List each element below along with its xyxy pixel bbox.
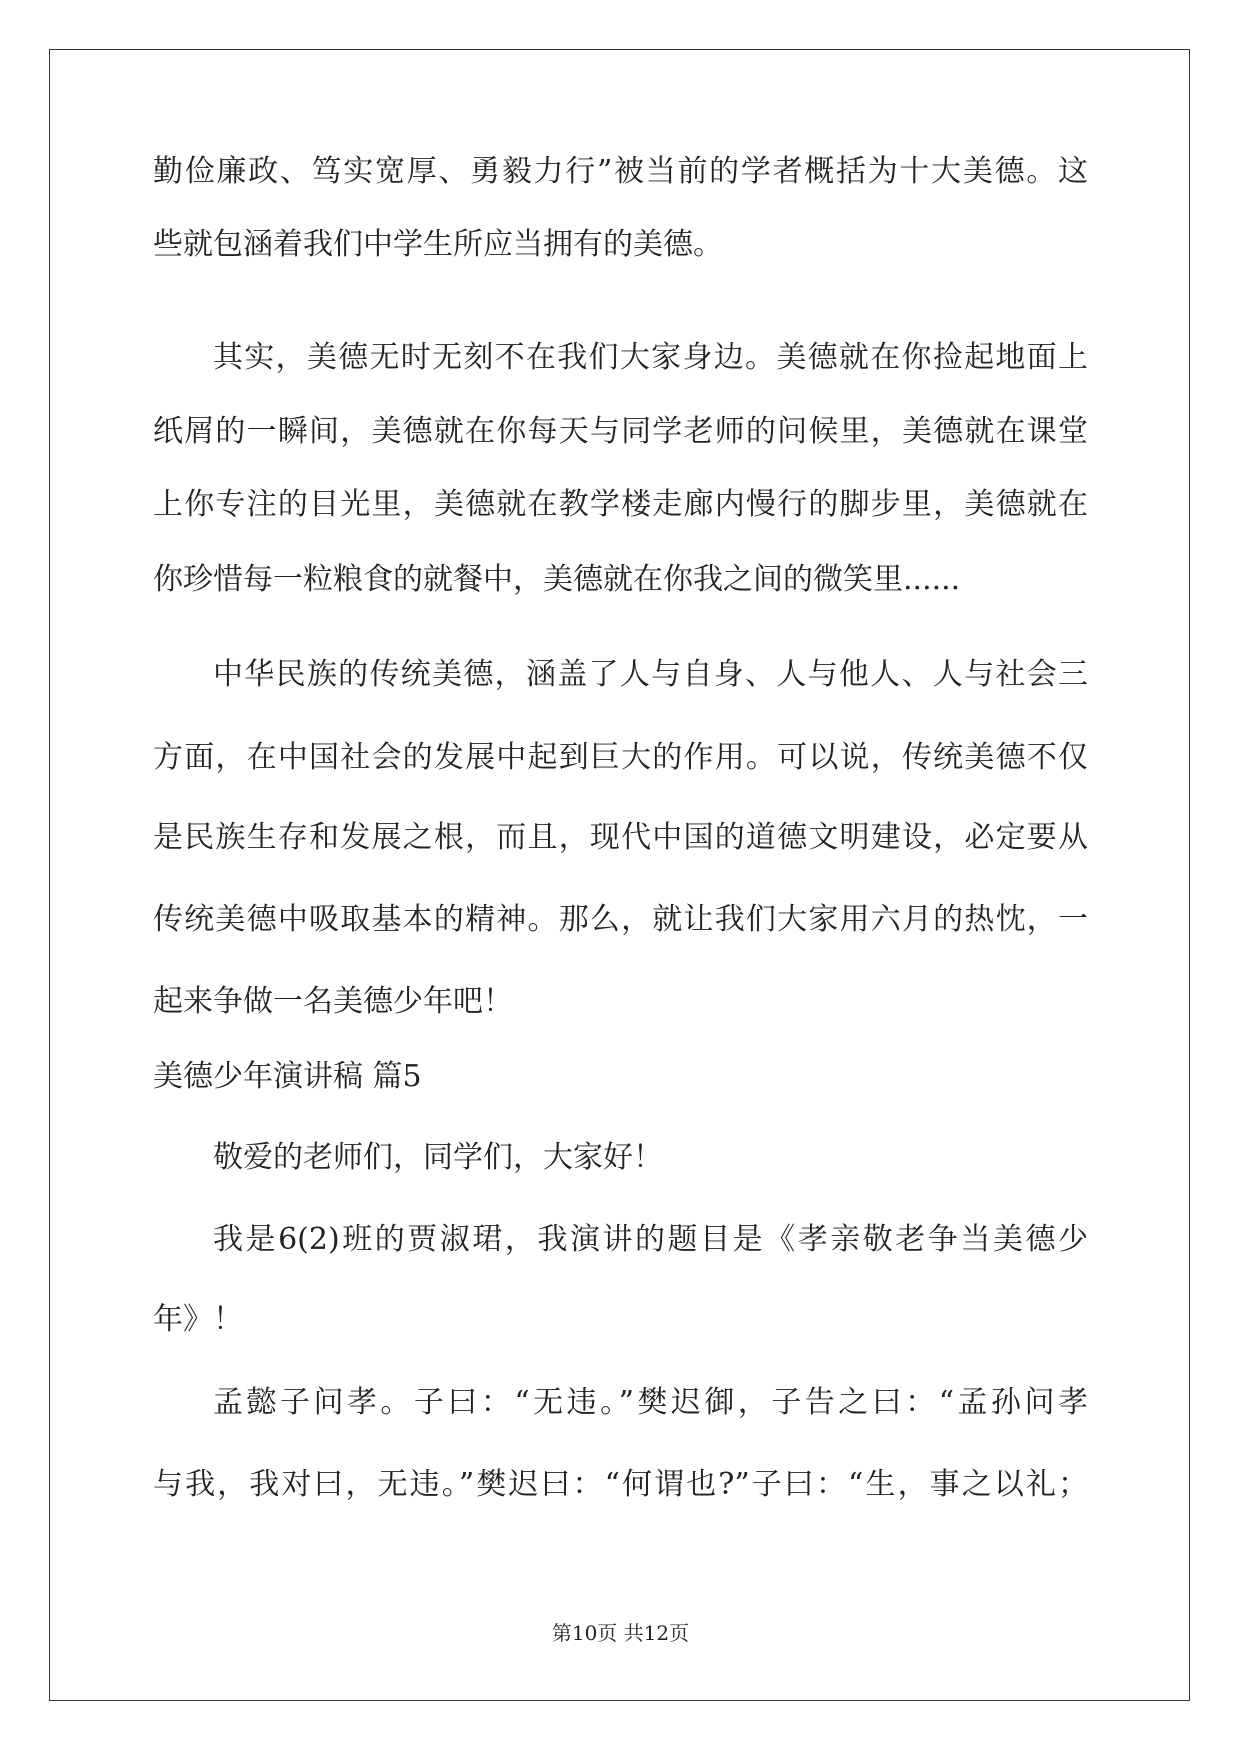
page-number: 第10页 共12页: [551, 1621, 690, 1645]
paragraph-line: 我是6(2)班的贾淑珺，我演讲的题目是《孝亲敬老争当美德少: [213, 1222, 1088, 1257]
paragraph-line: 年》！: [153, 1302, 243, 1337]
paragraph-line: 你珍惜每一粒粮食的就餐中，美德就在你我之间的微笑里......: [153, 562, 961, 597]
paragraph-line: 起来争做一名美德少年吧！: [153, 984, 513, 1019]
paragraph-line: 勤俭廉政、笃实宽厚、勇毅力行”被当前的学者概括为十大美德。这: [153, 154, 1088, 189]
paragraph-line: 敬爱的老师们，同学们，大家好！: [213, 1140, 663, 1175]
paragraph-line: 些就包涵着我们中学生所应当拥有的美德。: [153, 227, 723, 262]
paragraph-line: 传统美德中吸取基本的精神。那么，就让我们大家用六月的热忱，一: [153, 902, 1088, 937]
paragraph-line: 与我，我对曰，无违。”樊迟曰：“何谓也?”子曰：“生，事之以礼；: [153, 1467, 1088, 1502]
paragraph-line: 上你专注的目光里，美德就在教学楼走廊内慢行的脚步里，美德就在: [153, 487, 1088, 522]
paragraph-line: 孟懿子问孝。子曰：“无违。”樊迟御，子告之曰：“孟孙问孝: [213, 1385, 1088, 1420]
paragraph-line: 其实，美德无时无刻不在我们大家身边。美德就在你捡起地面上: [213, 340, 1088, 375]
paragraph-line: 中华民族的传统美德，涵盖了人与自身、人与他人、人与社会三: [213, 657, 1088, 692]
paragraph-line: 是民族生存和发展之根，而且，现代中国的道德文明建设，必定要从: [153, 820, 1088, 855]
paragraph-line: 纸屑的一瞬间，美德就在你每天与同学老师的问候里，美德就在课堂: [153, 414, 1088, 449]
page-border: [49, 49, 1190, 1701]
paragraph-line: 方面，在中国社会的发展中起到巨大的作用。可以说，传统美德不仅: [153, 740, 1088, 775]
section-heading: 美德少年演讲稿 篇5: [153, 1059, 422, 1094]
